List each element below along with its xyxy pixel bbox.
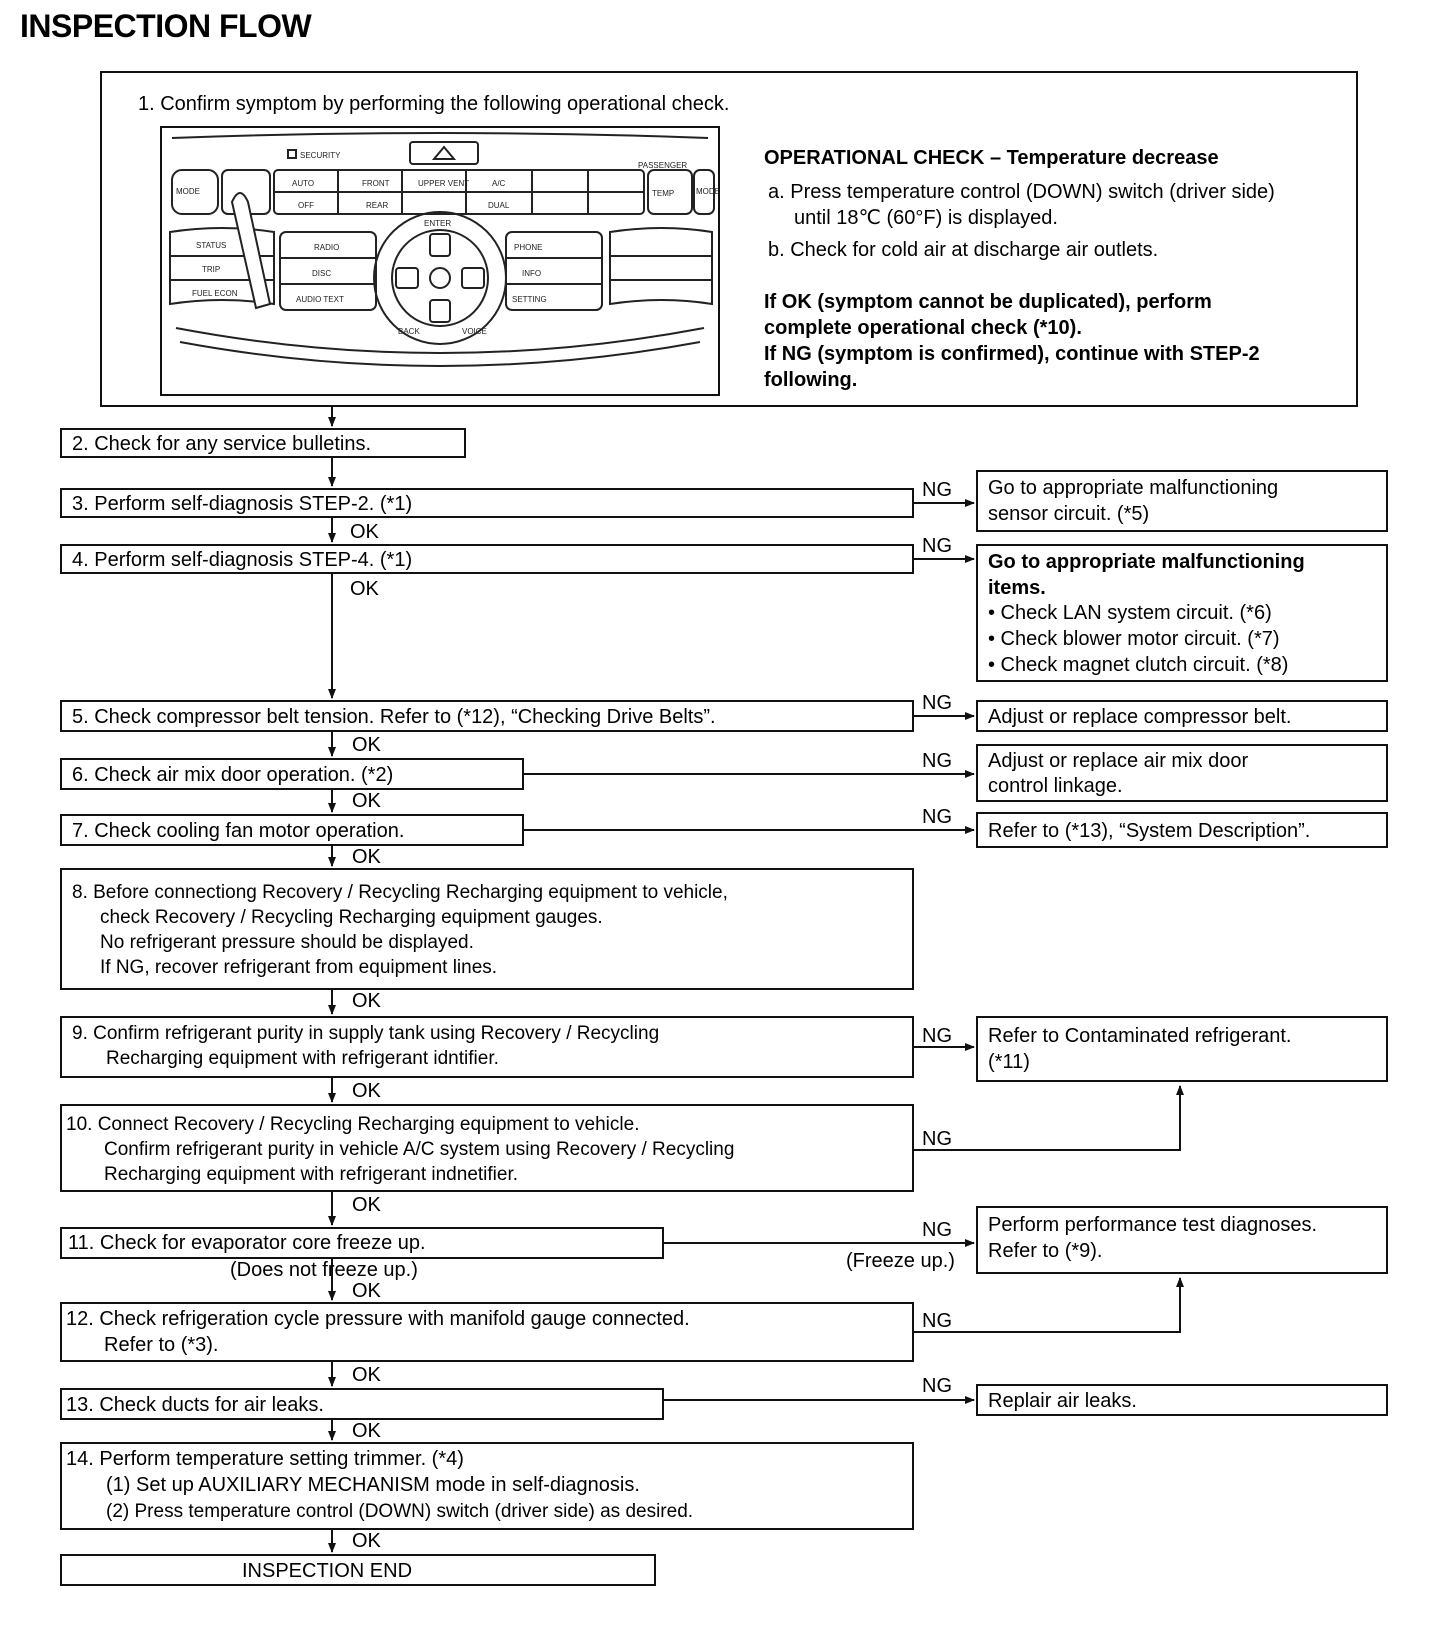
step-6-label: 6. Check air mix door operation. (*2): [72, 764, 394, 786]
ok-label-4: OK: [350, 578, 379, 600]
result-9-line-1: Refer to Contaminated refrigerant.: [988, 1025, 1292, 1047]
step-9-line-1: 9. Confirm refrigerant purity in supply tank using Recovery / Recycling: [72, 1023, 660, 1044]
step-8-line-1: 8. Before connectiong Recovery / Recycling Recharging equipment to vehicle,: [72, 882, 728, 903]
ok-label-7: OK: [352, 846, 381, 868]
ng-label-4: NG: [922, 535, 952, 557]
status-text: STATUS: [196, 241, 227, 250]
step-10-line-1: 10. Connect Recovery / Recycling Recharging equipment to vehicle.: [66, 1114, 640, 1135]
phone-text: PHONE: [514, 243, 543, 252]
passenger-text: PASSENGER: [638, 161, 688, 170]
result-5-label: Adjust or replace compressor belt.: [988, 706, 1292, 728]
ok-label-10: OK: [352, 1194, 381, 1216]
result-7-label: Refer to (*13), “System Description”.: [988, 820, 1311, 842]
ng-label-11: NG: [922, 1219, 952, 1241]
step-2-label: 2. Check for any service bulletins.: [72, 433, 372, 455]
enter-text: ENTER: [424, 219, 452, 228]
step-3-label: 3. Perform self-diagnosis STEP-2. (*1): [72, 493, 413, 515]
ng-label-6: NG: [922, 750, 952, 772]
step-1-label: 1. Confirm symptom by performing the following operational check.: [138, 93, 730, 115]
step-14-line-3: (2) Press temperature control (DOWN) switch (driver side) as desired.: [106, 1501, 694, 1522]
ok-label-11: OK: [352, 1280, 381, 1302]
ok-label-3: OK: [350, 521, 379, 543]
step-5-label: 5. Check compressor belt tension. Refer to (*12), “Checking Drive Belts”.: [72, 706, 716, 728]
result-11-line-2: Refer to (*9).: [988, 1240, 1103, 1262]
upper-vent-text: UPPER VENT: [418, 179, 470, 188]
step-8-line-3: No refrigerant pressure should be displayed.: [100, 932, 474, 953]
temp-text: TEMP: [652, 189, 675, 198]
step-7-label: 7. Check cooling fan motor operation.: [72, 820, 405, 842]
step-12-line-2: Refer to (*3).: [104, 1334, 219, 1356]
ok-label-8: OK: [352, 990, 381, 1012]
ng-label-9: NG: [922, 1025, 952, 1047]
ng-label-13: NG: [922, 1375, 952, 1397]
does-not-freeze-label: (Does not freeze up.): [230, 1259, 418, 1281]
op-check-title: OPERATIONAL CHECK – Temperature decrease: [764, 147, 1219, 169]
op-check-b: b. Check for cold air at discharge air outlets.: [768, 239, 1159, 261]
step-4-label: 4. Perform self-diagnosis STEP-4. (*1): [72, 549, 413, 571]
disc-text: DISC: [312, 269, 332, 278]
front-text: FRONT: [362, 179, 390, 188]
info-text: INFO: [522, 269, 542, 278]
op-ok-line-2: complete operational check (*10).: [764, 317, 1082, 339]
op-ng-line-1: If NG (symptom is confirmed), continue with STEP-2: [764, 343, 1260, 365]
result-4-item-1: • Check LAN system circuit. (*6): [988, 602, 1272, 624]
step-8-line-2: check Recovery / Recycling Recharging equipment gauges.: [100, 907, 603, 928]
security-text: SECURITY: [300, 151, 341, 160]
step-8-line-4: If NG, recover refrigerant from equipment lines.: [100, 957, 498, 978]
op-check-a2: until 18℃ (60°F) is displayed.: [794, 207, 1058, 229]
ng-label-3: NG: [922, 479, 952, 501]
mode-text-right: MODE: [696, 187, 718, 196]
voice-text: VOICE: [462, 327, 487, 336]
result-4-title-2: items.: [988, 577, 1046, 599]
result-6-line-2: control linkage.: [988, 775, 1123, 797]
setting-text: SETTING: [512, 295, 547, 304]
step-12-line-1: 12. Check refrigeration cycle pressure with manifold gauge connected.: [66, 1308, 690, 1330]
step-11-label: 11. Check for evaporator core freeze up.: [68, 1232, 426, 1254]
radio-text: RADIO: [314, 243, 340, 252]
ok-label-14: OK: [352, 1530, 381, 1552]
rear-text: REAR: [366, 201, 389, 210]
result-4-title-1: Go to appropriate malfunctioning: [988, 551, 1305, 573]
page-title: INSPECTION FLOW: [20, 8, 312, 44]
step-10-line-3: Recharging equipment with refrigerant indnetifier.: [104, 1164, 519, 1185]
ng-label-5: NG: [922, 692, 952, 714]
ng-arrow-12: [914, 1278, 1180, 1332]
ok-label-13: OK: [352, 1420, 381, 1442]
step-10-line-2: Confirm refrigerant purity in vehicle A/C system using Recovery / Recycling: [104, 1139, 735, 1160]
ng-label-7: NG: [922, 806, 952, 828]
result-4-item-3: • Check magnet clutch circuit. (*8): [988, 654, 1289, 676]
step-14-line-1: 14. Perform temperature setting trimmer. (*4): [66, 1448, 464, 1470]
op-check-a1: a. Press temperature control (DOWN) switch (driver side): [768, 181, 1275, 203]
result-9-line-2: (*11): [988, 1051, 1030, 1073]
result-3-line-2: sensor circuit. (*5): [988, 503, 1150, 525]
op-ng-line-2: following.: [764, 369, 858, 391]
result-4-item-2: • Check blower motor circuit. (*7): [988, 628, 1280, 650]
ac-text: A/C: [492, 179, 506, 188]
trip-text: TRIP: [202, 265, 221, 274]
back-text: BACK: [398, 327, 420, 336]
op-ok-line-1: If OK (symptom cannot be duplicated), perform: [764, 291, 1212, 313]
result-13-label: Replair air leaks.: [988, 1390, 1137, 1412]
step-13-label: 13. Check ducts for air leaks.: [66, 1394, 324, 1416]
fuel-econ-text: FUEL ECON: [192, 289, 238, 298]
ng-label-10: NG: [922, 1128, 952, 1150]
ok-label-5: OK: [352, 734, 381, 756]
inspection-end-label: INSPECTION END: [242, 1560, 413, 1582]
step-9-line-2: Recharging equipment with refrigerant idntifier.: [106, 1048, 499, 1069]
ng-arrow-10: [914, 1086, 1180, 1150]
result-3-line-1: Go to appropriate malfunctioning: [988, 477, 1279, 499]
ng-label-12: NG: [922, 1310, 952, 1332]
auto-text: AUTO: [292, 179, 315, 188]
result-11-line-1: Perform performance test diagnoses.: [988, 1214, 1318, 1236]
freeze-up-label: (Freeze up.): [846, 1250, 955, 1272]
ok-label-6: OK: [352, 790, 381, 812]
step-14-line-2: (1) Set up AUXILIARY MECHANISM mode in self-diagnosis.: [106, 1474, 640, 1496]
dual-text: DUAL: [488, 201, 510, 210]
ok-label-12: OK: [352, 1364, 381, 1386]
mode-text-left: MODE: [176, 187, 200, 196]
audio-text-text: AUDIO TEXT: [296, 295, 344, 304]
off-text: OFF: [298, 201, 314, 210]
result-6-line-1: Adjust or replace air mix door: [988, 750, 1249, 772]
ok-label-9: OK: [352, 1080, 381, 1102]
